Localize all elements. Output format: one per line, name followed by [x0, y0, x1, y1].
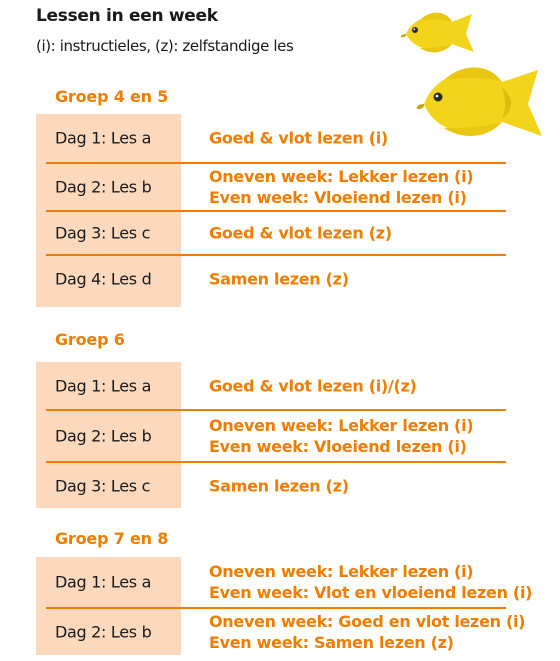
dag-label: Dag 2: Les b — [55, 426, 152, 446]
dag-label: Dag 2: Les b — [55, 622, 152, 642]
dag-label: Dag 1: Les a — [55, 376, 152, 395]
lesson-text: Samen lezen (z) — [209, 476, 349, 495]
group-heading: Groep 4 en 5 — [55, 87, 169, 106]
table-row — [36, 411, 506, 461]
dag-label: Dag 1: Les a — [55, 128, 152, 148]
dag-label: Dag 3: Les c — [55, 476, 151, 495]
group-heading: Groep 6 — [55, 330, 125, 349]
lesson-text: Samen lezen (z) — [209, 269, 349, 289]
table-row — [36, 212, 506, 254]
group-table — [36, 362, 506, 508]
lesson-text: Goed & vlot lezen (i) — [209, 128, 388, 148]
group-table — [36, 557, 533, 655]
table-row — [36, 362, 506, 409]
table-row — [36, 609, 526, 655]
page-title: Lessen in een week — [36, 6, 218, 26]
dag-label: Dag 4: Les d — [55, 269, 152, 289]
legend-text: (i): instructieles, (z): zelfstandige les — [36, 37, 294, 55]
dag-label: Dag 2: Les b — [55, 177, 152, 197]
table-row — [36, 256, 506, 302]
dag-label: Dag 3: Les c — [55, 223, 151, 243]
lesson-text: Oneven week: Lekker lezen (i) Even week: Vloeiend lezen (i) — [209, 167, 474, 207]
table-row — [36, 463, 506, 508]
lesson-text: Goed & vlot lezen (i)/(z) — [209, 376, 417, 395]
lesson-text: Oneven week: Lekker lezen (i) Even week: Vloeiend lezen (i) — [209, 416, 474, 456]
table-row — [36, 557, 533, 607]
lesson-text: Goed & vlot lezen (z) — [209, 223, 392, 243]
dag-label: Dag 1: Les a — [55, 572, 152, 592]
lesson-text: Oneven week: Lekker lezen (i) Even week: Vlot en vloeiend lezen (i) — [209, 562, 533, 602]
table-row — [36, 114, 506, 162]
group-table — [36, 114, 506, 307]
yellow-tang-fish-icon — [398, 8, 478, 58]
group-heading: Groep 7 en 8 — [55, 529, 169, 548]
table-row — [36, 164, 506, 210]
lesson-text: Oneven week: Goed en vlot lezen (i) Even week: Samen lezen (z) — [209, 612, 526, 652]
